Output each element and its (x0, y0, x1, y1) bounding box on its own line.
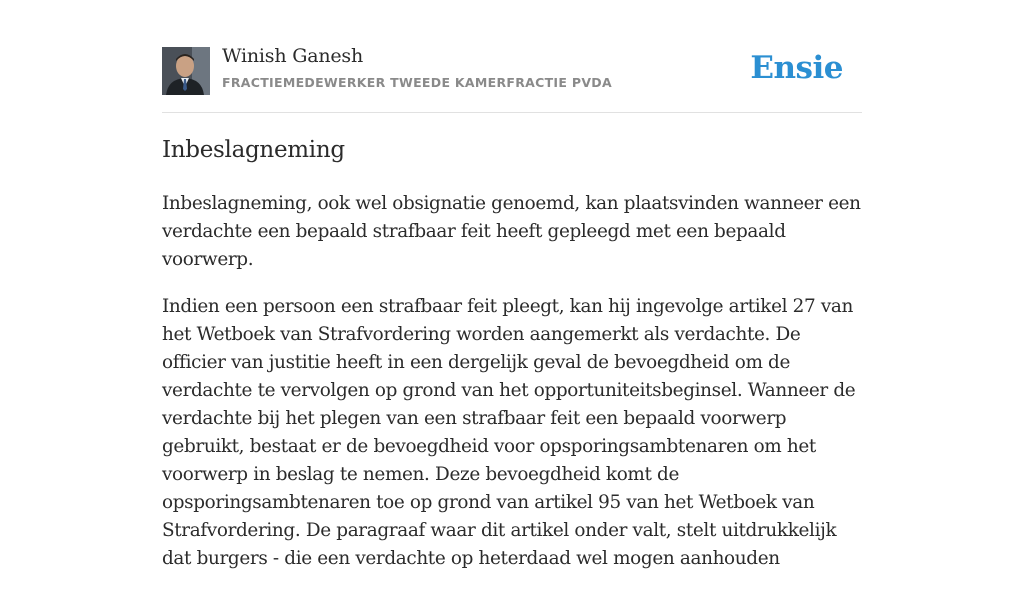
author-role: FRACTIEMEDEWERKER TWEEDE KAMERFRACTIE PVDA (222, 75, 612, 90)
article-header (162, 0, 862, 113)
article-title: Inbeslagneming (162, 137, 345, 163)
person-photo-icon (162, 47, 210, 95)
author-avatar[interactable] (162, 47, 210, 95)
article-paragraph: Indien een persoon een strafbaar feit pleegt, kan hij ingevolge artikel 27 van het Wetboek van Strafvordering worden aangemerkt als verdachte. De officier van justitie heeft in een dergelijk geval de bevoegdheid om de verdachte te vervolgen op grond van het opportuniteitsbeginsel. Wanneer de verdachte bij het plegen van een strafbaar feit een bepaald voorwerp gebruikt, bestaat er de bevoegdheid voor opsporingsambtenaren om het voorwerp in beslag te nemen. Deze bevoegdheid komt de opsporingsambtenaren toe op grond van artikel 95 van het Wetboek van Strafvordering. De paragraaf waar dit artikel onder valt, stelt uitdrukkelijk dat burgers - die een verdachte op heterdaad wel mogen aanhouden (162, 296, 856, 569)
content-column (162, 0, 862, 569)
author-name[interactable]: Winish Ganesh (222, 45, 363, 67)
article-body (162, 190, 867, 592)
article-paragraph: Inbeslagneming, ook wel obsignatie genoemd, kan plaatsvinden wanneer een verdachte een bepaald strafbaar feit heeft gepleegd met een bepaald voorwerp. (162, 193, 861, 270)
ensie-logo-link[interactable]: Ensie (750, 50, 843, 86)
